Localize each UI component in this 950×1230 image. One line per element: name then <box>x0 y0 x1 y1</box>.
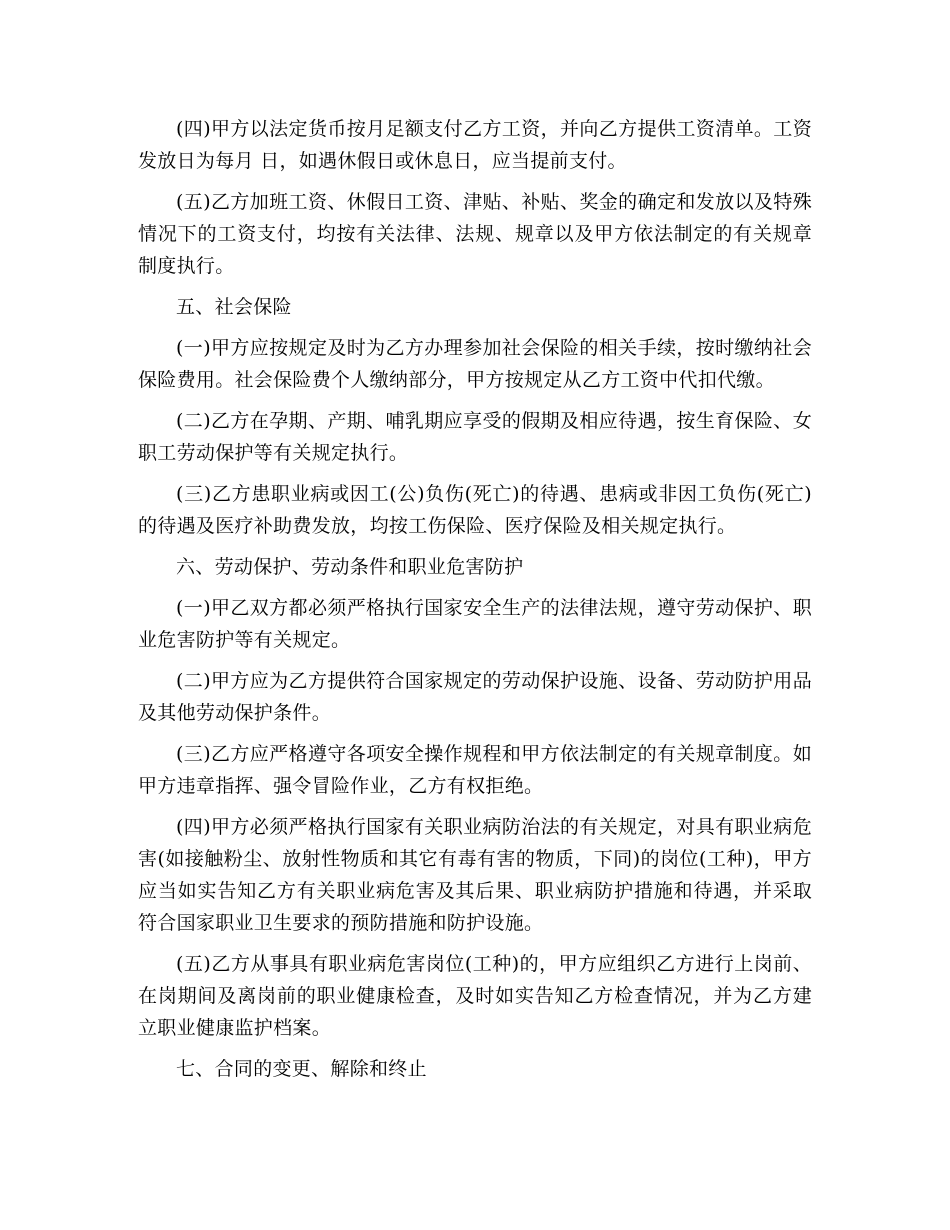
paragraph-maternity-benefits: (二)乙方在孕期、产期、哺乳期应享受的假期及相应待遇，按生育保险、女职工劳动保护等有关规定执行。 <box>138 410 812 464</box>
section-heading-labor-protection: 六、劳动保护、劳动条件和职业危害防护 <box>176 556 524 578</box>
section-heading-contract-changes: 七、合同的变更、解除和终止 <box>176 1058 427 1080</box>
paragraph-occupational-disease: (四)甲方必须严格执行国家有关职业病防治法的有关规定，对具有职业病危害(如接触粉尘、放射性物质和其它有毒有害的物质，下同)的岗位(工种)，甲方应当如实告知乙方有关职业病危害及其后果、职业病防护措施和待遇，并采取符合国家职业卫生要求的预防措施和防护设施。 <box>138 816 812 934</box>
paragraph-overtime-pay: (五)乙方加班工资、休假日工资、津贴、补贴、奖金的确定和发放以及特殊情况下的工资支付，均按有关法律、法规、规章以及甲方依法制定的有关规章制度执行。 <box>138 191 812 277</box>
section-heading-social-insurance: 五、社会保险 <box>176 296 292 318</box>
paragraph-safety-laws: (一)甲乙双方都必须严格执行国家安全生产的法律法规，遵守劳动保护、职业危害防护等有关规定。 <box>138 597 812 651</box>
paragraph-salary-payment: (四)甲方以法定货币按月足额支付乙方工资，并向乙方提供工资清单。工资发放日为每月 日，如遇休假日或休息日，应当提前支付。 <box>138 118 812 172</box>
paragraph-work-injury: (三)乙方患职业病或因工(公)负伤(死亡)的待遇、患病或非因工负伤(死亡)的待遇及医疗补助费发放，均按工伤保险、医疗保险及相关规定执行。 <box>138 483 812 537</box>
paragraph-health-checks: (五)乙方从事具有职业病危害岗位(工种)的，甲方应组织乙方进行上岗前、在岗期间及离岗前的职业健康检查，及时如实告知乙方检查情况，并为乙方建立职业健康监护档案。 <box>138 953 812 1039</box>
paragraph-protective-equipment: (二)甲方应为乙方提供符合国家规定的劳动保护设施、设备、劳动防护用品及其他劳动保护条件。 <box>138 670 812 724</box>
paragraph-operating-rules: (三)乙方应严格遵守各项安全操作规程和甲方依法制定的有关规章制度。如甲方违章指挥、强令冒险作业，乙方有权拒绝。 <box>138 743 812 797</box>
paragraph-insurance-procedures: (一)甲方应按规定及时为乙方办理参加社会保险的相关手续，按时缴纳社会保险费用。社会保险费个人缴纳部分，甲方按规定从乙方工资中代扣代缴。 <box>138 337 812 391</box>
document-page <box>138 113 812 1094</box>
